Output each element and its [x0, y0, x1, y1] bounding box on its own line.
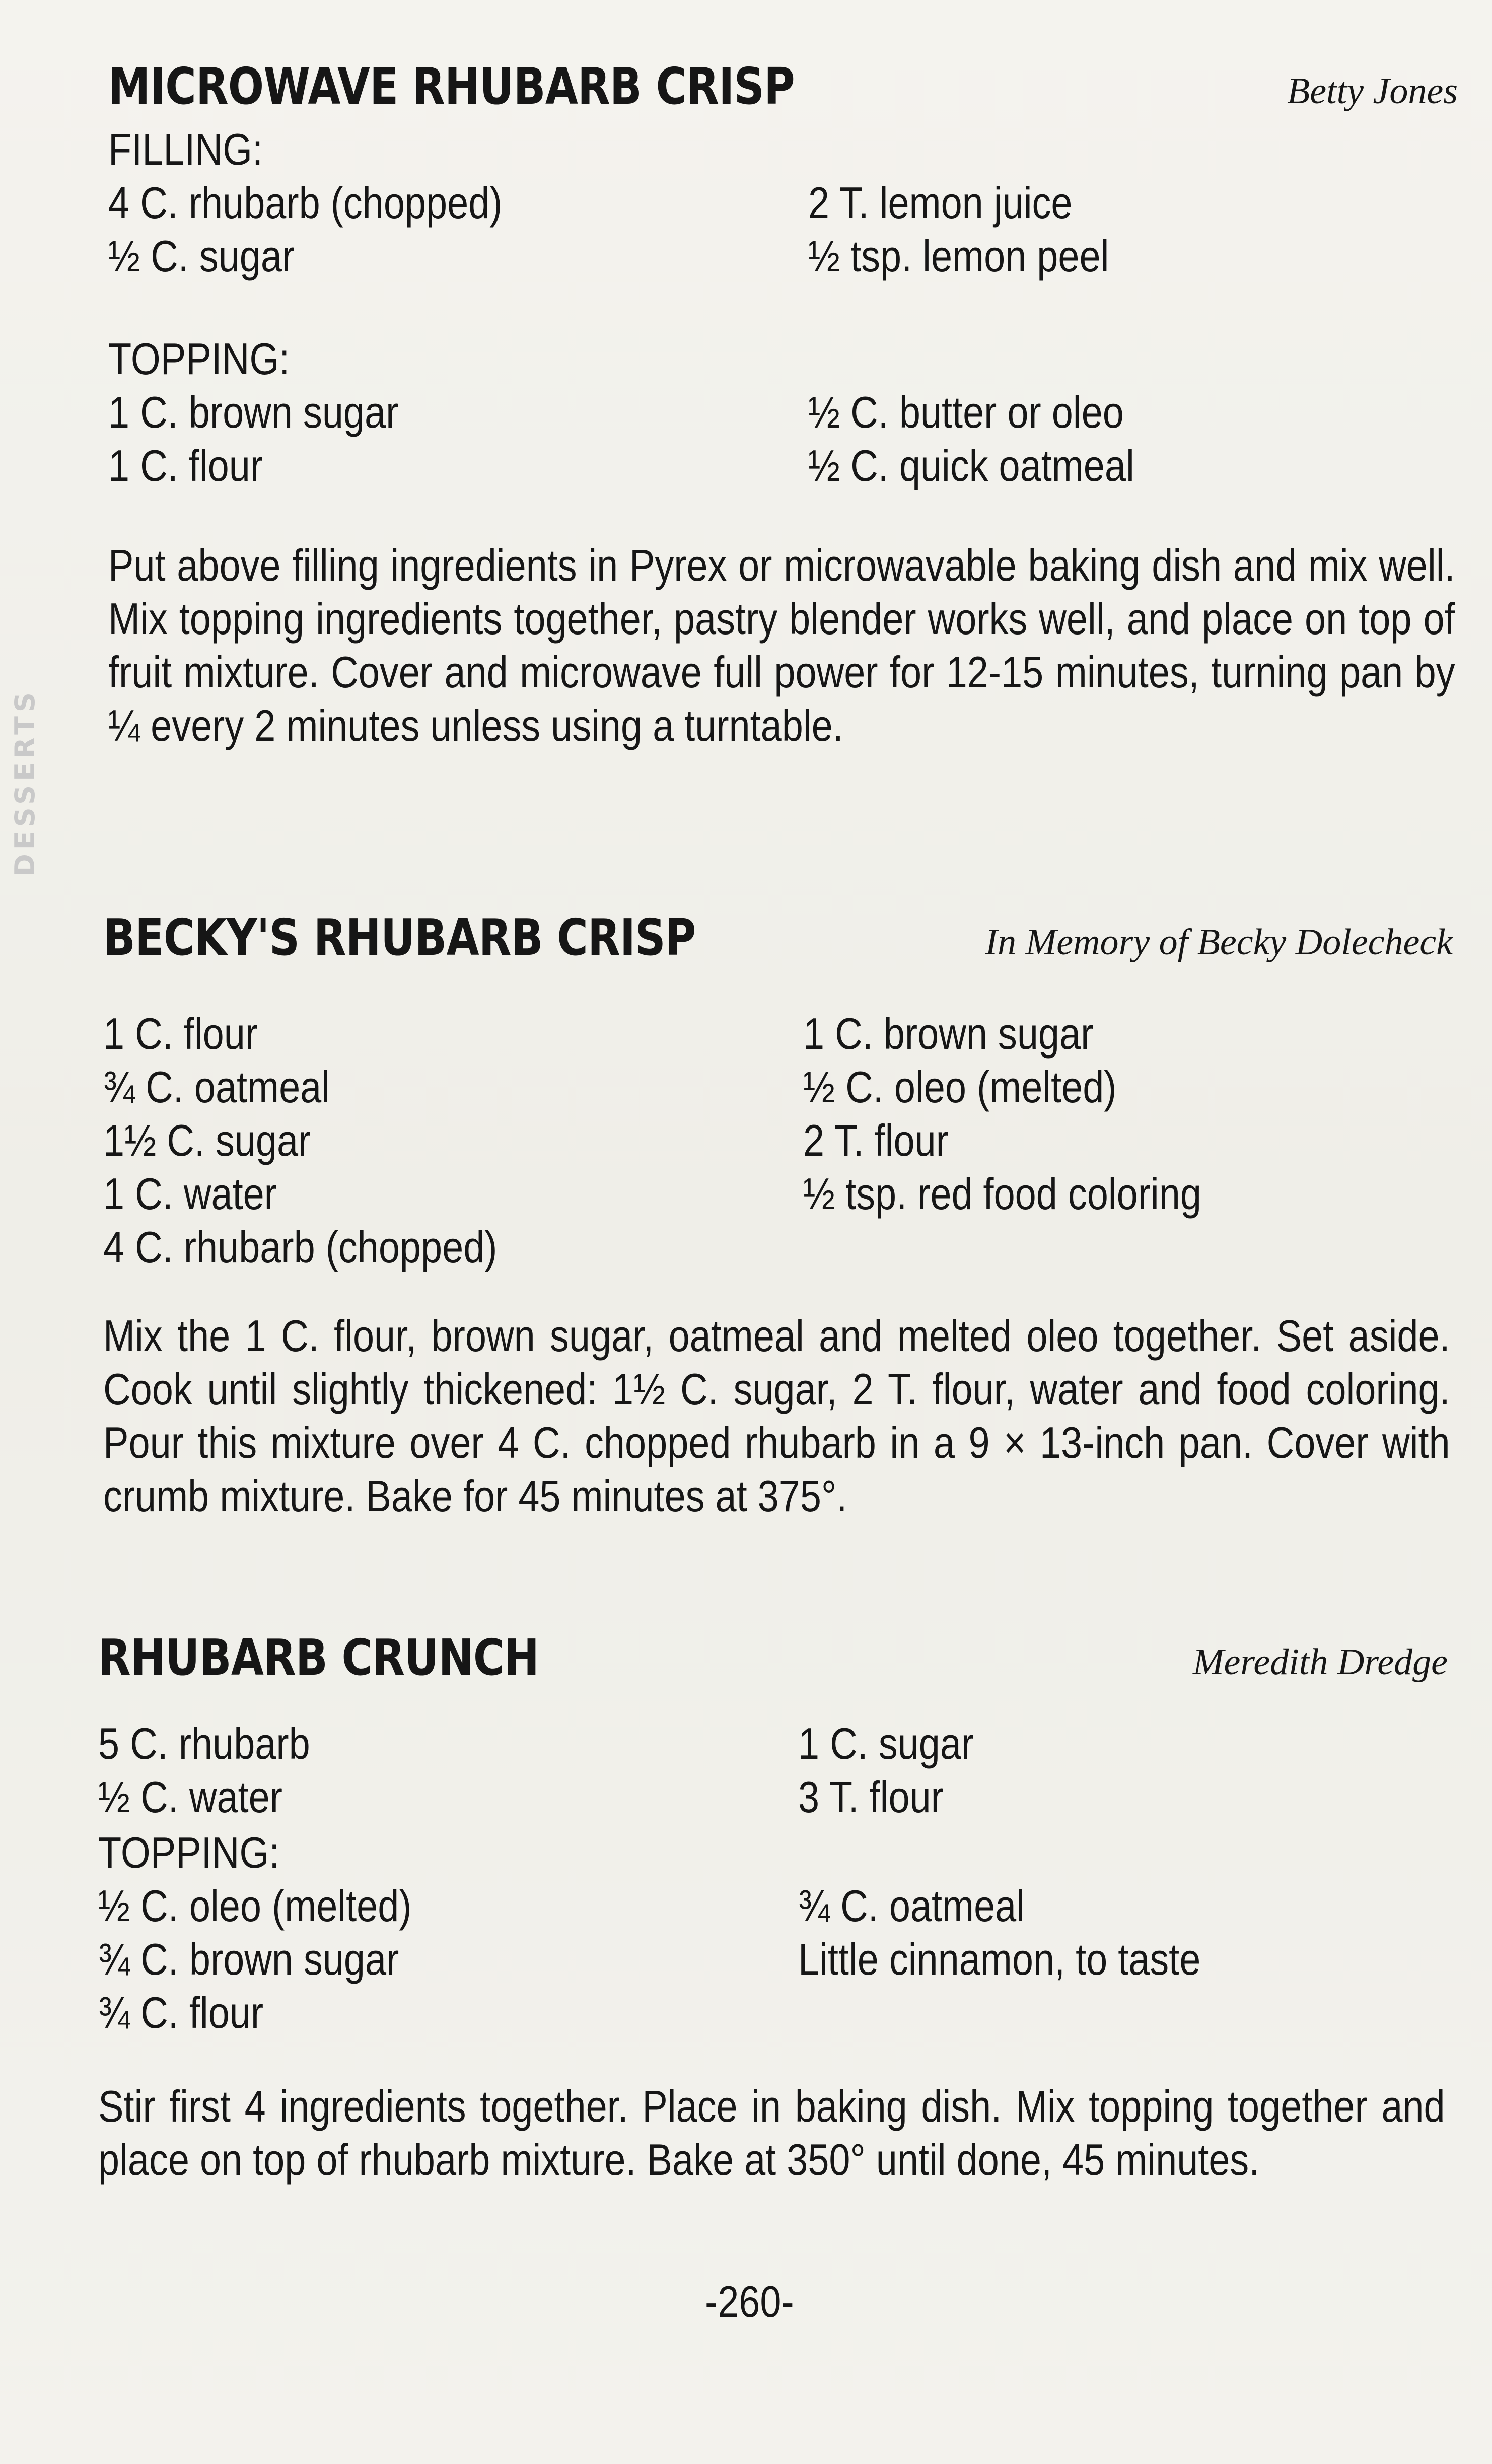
ingredient: 1 C. brown sugar — [803, 1009, 1094, 1059]
ingredient: ¾ C. oatmeal — [798, 1881, 1025, 1931]
filling-right-column — [808, 176, 1158, 283]
ingredient: ½ tsp. lemon peel — [808, 231, 1109, 281]
filling-left-column — [108, 176, 566, 283]
ingredient: 1½ C. sugar — [103, 1115, 311, 1165]
recipe-title: RHUBARB CRUNCH — [98, 1628, 539, 1687]
recipe-beckys-rhubarb-crisp — [103, 891, 1453, 1523]
filling-label: FILLING: — [108, 124, 263, 174]
filling-ingredients — [108, 176, 1458, 283]
ingredients — [103, 1007, 1453, 1279]
ingredient: ½ C. quick oatmeal — [808, 441, 1134, 490]
topping-right-column — [798, 1879, 1266, 1986]
ingredients — [98, 1717, 1448, 1824]
topping-left-column — [98, 1879, 463, 2039]
ingredients-left-column — [98, 1717, 344, 1824]
topping-left-column — [108, 386, 446, 492]
recipe-author: In Memory of Becky Dolecheck — [985, 922, 1453, 963]
ingredient: ¾ C. brown sugar — [98, 1934, 399, 1984]
ingredient: 1 C. flour — [103, 1009, 258, 1059]
recipe-header — [98, 1611, 1448, 1687]
topping-right-column — [808, 386, 1187, 492]
ingredient: 1 C. brown sugar — [108, 387, 399, 437]
ingredient: ½ C. sugar — [108, 231, 295, 281]
ingredient: 5 C. rhubarb — [98, 1719, 310, 1769]
recipe-title: BECKY'S RHUBARB CRISP — [103, 908, 696, 967]
page-number: -260- — [705, 2277, 794, 2327]
section-tab-label: DESSERTS — [9, 688, 41, 876]
ingredient: 1 C. water — [103, 1169, 277, 1219]
recipe-header — [108, 40, 1458, 116]
ingredient: ½ C. butter or oleo — [808, 387, 1124, 437]
ingredients-right-column — [803, 1007, 1266, 1221]
ingredients-right-column — [798, 1717, 1003, 1824]
recipe-directions: Stir first 4 ingredients together. Place in baking dish. Mix topping together and place on top of rhubarb mixture. Bake at 350° until done, 45 minutes. — [98, 2081, 1445, 2185]
ingredient: ½ C. oleo (melted) — [98, 1881, 412, 1931]
ingredient: 4 C. rhubarb (chopped) — [103, 1222, 498, 1272]
ingredient: ¾ C. oatmeal — [103, 1062, 330, 1112]
recipe-author: Meredith Dredge — [1192, 1642, 1448, 1683]
ingredient: ¾ C. flour — [98, 1988, 264, 2037]
ingredient: ½ tsp. red food coloring — [803, 1169, 1201, 1219]
recipe-header — [103, 891, 1453, 967]
recipe-author: Betty Jones — [1287, 71, 1458, 112]
ingredient: Little cinnamon, to taste — [798, 1934, 1201, 1984]
recipe-directions: Mix the 1 C. flour, brown sugar, oatmeal and melted oleo together. Set aside. Cook until slightly thickened: 1½ C. sugar, 2 T. flour, water and food coloring. Pour this mixture over 4 C. chopped rhubarb in a 9 × 13-inch pan. Cover with crumb mixture. Bake for 45 minutes at 375°. — [103, 1311, 1450, 1521]
topping-ingredients — [98, 1879, 1448, 2039]
ingredient: 1 C. flour — [108, 441, 263, 490]
recipe-rhubarb-crunch — [98, 1611, 1448, 2187]
topping-label: TOPPING: — [98, 1827, 280, 1877]
topping-ingredients — [108, 386, 1458, 492]
ingredient: ½ C. water — [98, 1772, 282, 1822]
topping-label: TOPPING: — [108, 334, 290, 384]
ingredient: 4 C. rhubarb (chopped) — [108, 178, 503, 228]
recipe-directions: Put above filling ingredients in Pyrex or microwavable baking dish and mix well. Mix topping ingredients together, pastry blender works well, and place on top of fruit mixture. Cover and microwave full power for 12-15 minutes, turning pan by ¼ every 2 minutes unless using a turntable. — [108, 540, 1455, 750]
ingredients-left-column — [103, 1007, 561, 1274]
recipe-title: MICROWAVE RHUBARB CRISP — [108, 57, 795, 116]
ingredient: 3 T. flour — [798, 1772, 944, 1822]
ingredient: ½ C. oleo (melted) — [803, 1062, 1117, 1112]
ingredient: 2 T. flour — [803, 1115, 949, 1165]
recipe-microwave-rhubarb-crisp — [108, 40, 1458, 752]
ingredient: 1 C. sugar — [798, 1719, 974, 1769]
ingredient: 2 T. lemon juice — [808, 178, 1073, 228]
